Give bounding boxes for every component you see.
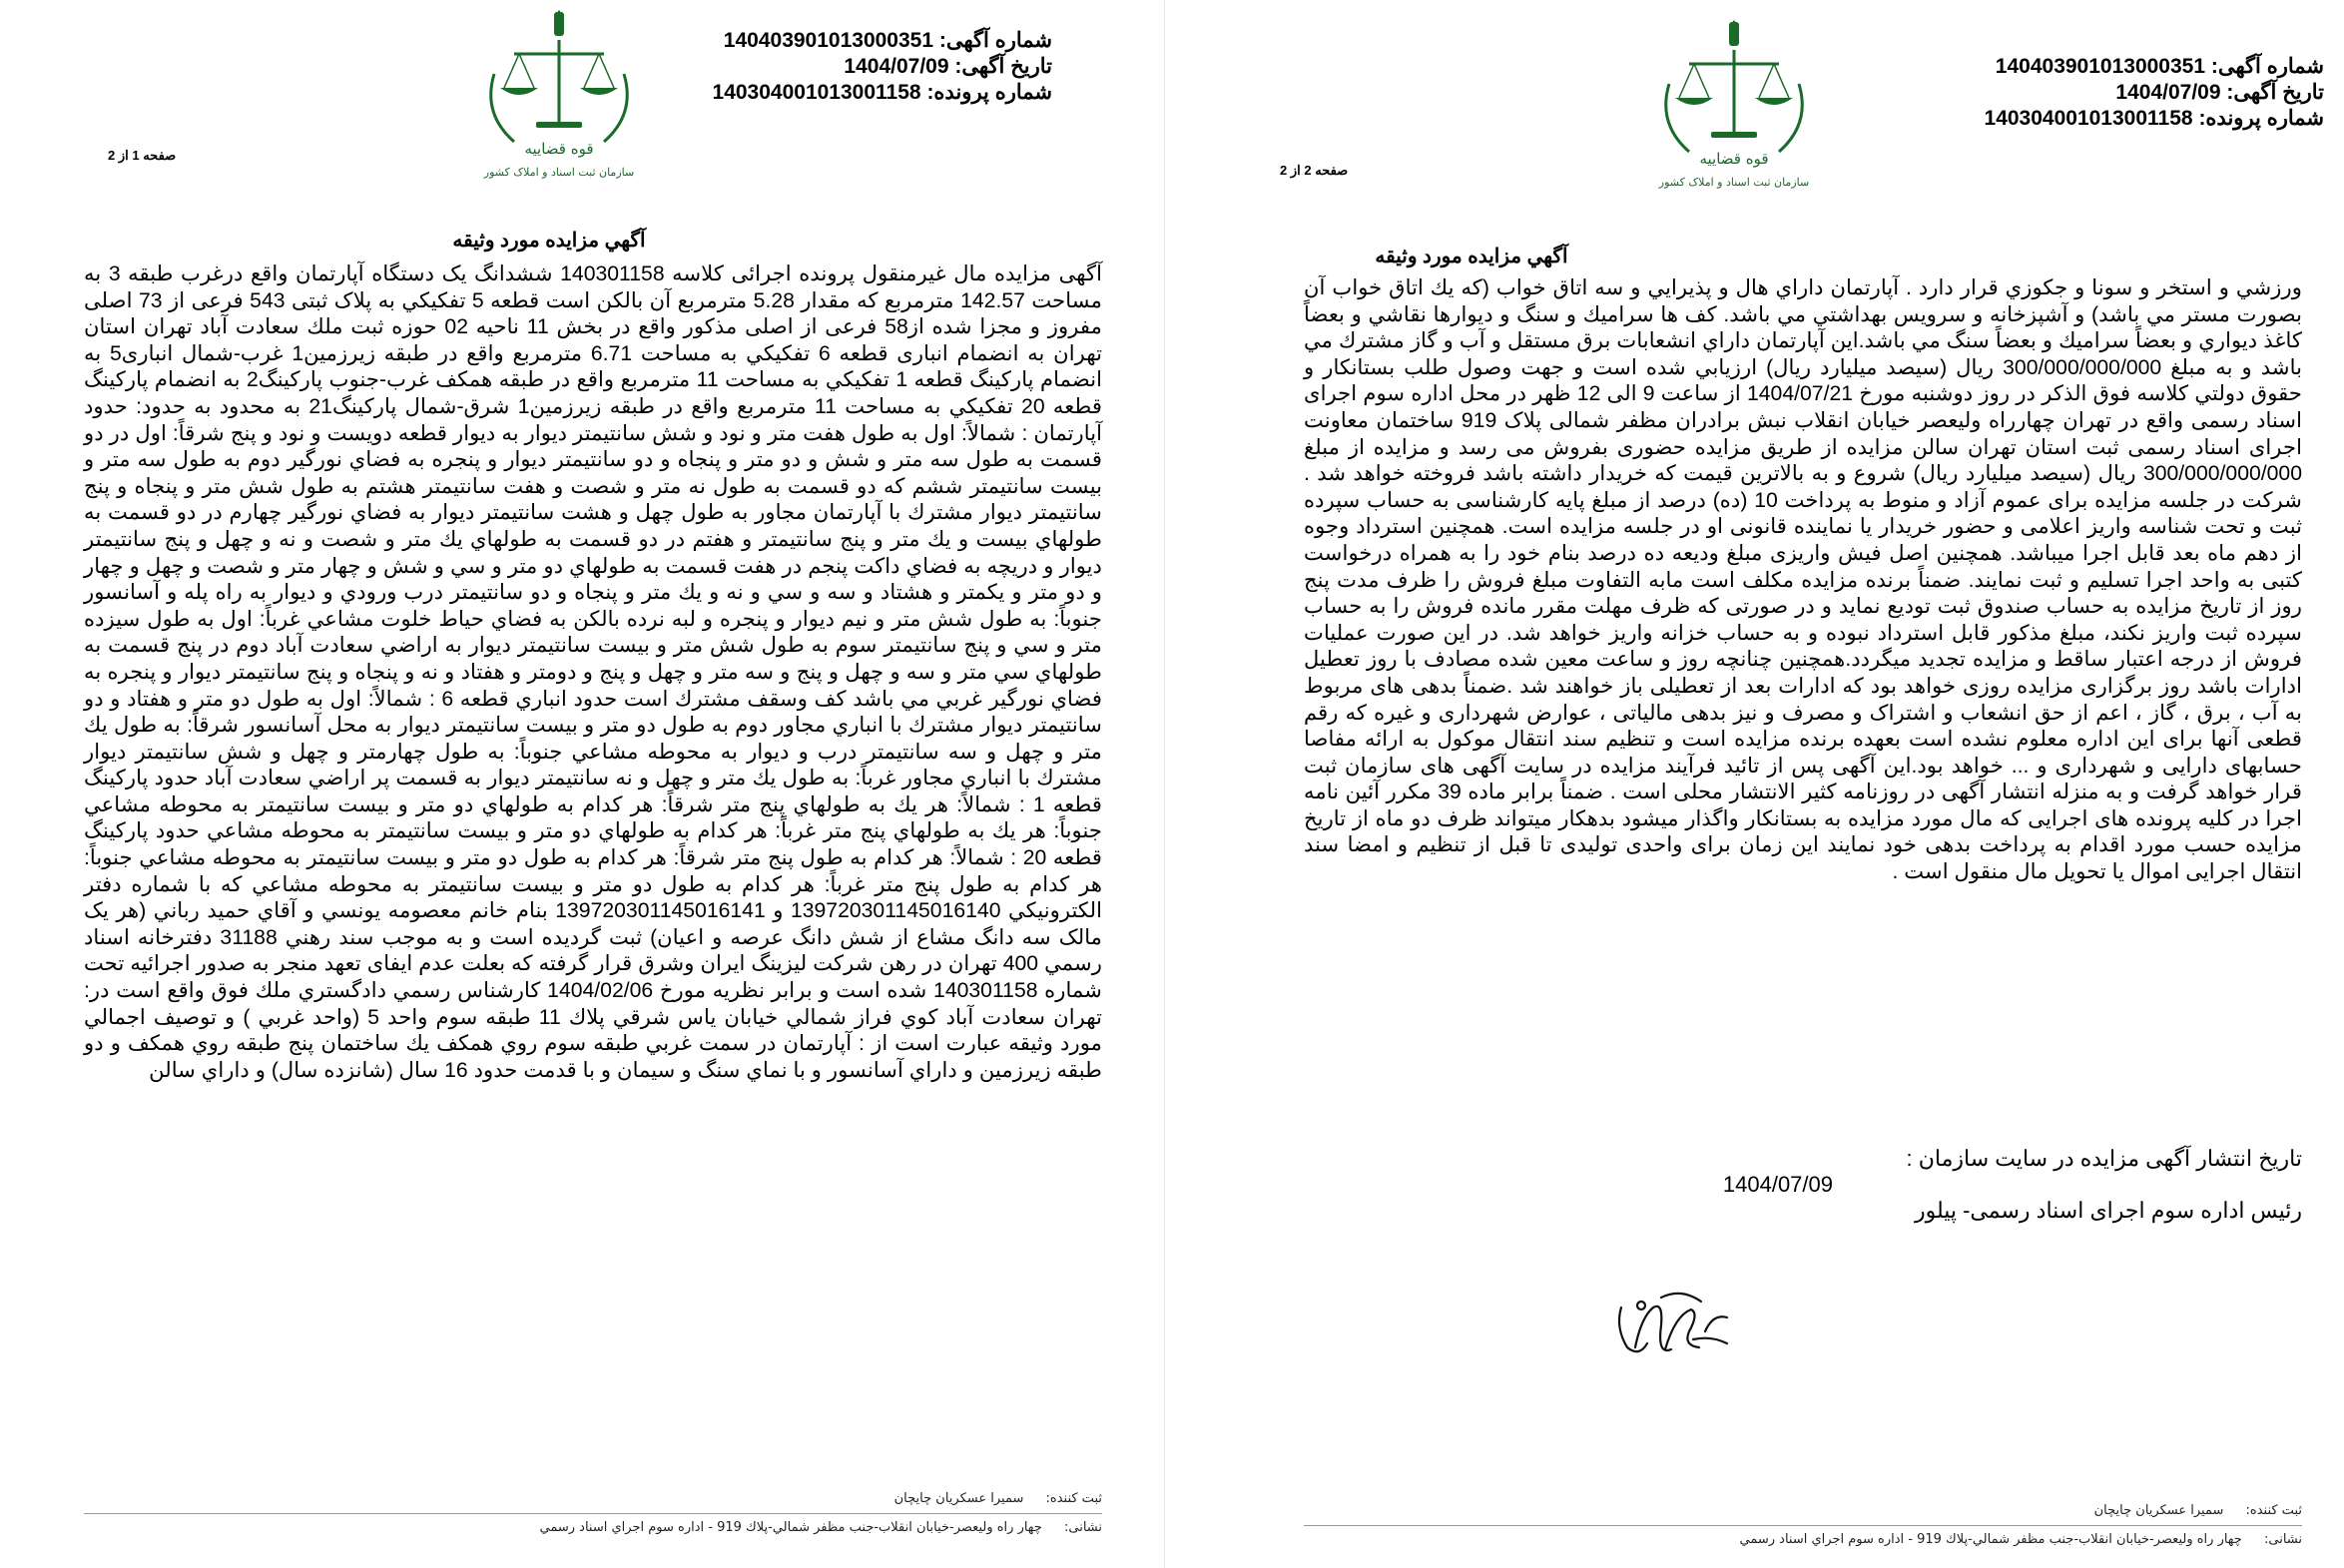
page-indicator: صفحه 2 از 2 bbox=[1280, 163, 1349, 178]
address-row bbox=[84, 1518, 1102, 1538]
registrar-row bbox=[1304, 1501, 2302, 1521]
notice-body bbox=[84, 261, 1102, 1084]
registrar-name: سميرا عسكريان چايچان bbox=[2093, 1503, 2224, 1518]
emblem-caption-2: سازمان ثبت اسناد و املاک کشور bbox=[483, 166, 635, 179]
emblem-caption-1: قوه قضاییه bbox=[524, 140, 594, 158]
address: چهار راه وليعصر-خيابان انقلاب-جنب مظفر شمالي-پلاك 919 - اداره سوم اجراي اسناد رسمي bbox=[1739, 1532, 2242, 1547]
notice-page-1 bbox=[0, 0, 1162, 1568]
emblem-caption-1: قوه قضاییه bbox=[1699, 150, 1769, 168]
file-number-row bbox=[713, 80, 1052, 106]
file-number-label: شماره پرونده: bbox=[926, 81, 1052, 104]
notice-date-label: تاریخ آگهی: bbox=[2226, 81, 2324, 104]
page-footer bbox=[84, 1489, 1102, 1538]
notice-number-row bbox=[1985, 54, 2324, 80]
registrar-row bbox=[84, 1489, 1102, 1509]
signatory: رئيس اداره سوم اجرای اسناد رسمی- پيلور bbox=[1914, 1198, 2302, 1223]
body-paragraph: آگهی مزایده مال غیرمنقول پرونده اجرائی کلاسه 140301158 ششدانگ یک دستگاه آپارتمان واقع درغرب طبقه 3 به مساحت 142.57 مترمربع که مقدار 5.28 مترمربع آن بالکن است قطعه 5 تفکیکي به پلاک ثبتی 543 فرعی از 73 اصلی مفروز و مجزا شده از58 فرعی از اصلی مذکور واقع در بخش 11 ناحیه 02 حوزه ثبت ملك سعادت آباد تهران استان تهران به انضمام انباری قطعه 6 تفکیکي به مساحت 6.71 مترمربع واقع در طبقه زیرزمین1 غرب-شمال انباری5 به انضمام پارکینگ قطعه 1 تفکیکي به مساحت 11 مترمربع واقع در طبقه همکف غرب-جنوب پارکینگ2 به انضمام پارکینگ قطعه 20 تفکیکي به مساحت 11 مترمربع واقع در طبقه زیرزمین1 شرق-شمال پارکینگ21 به محدود به حدود: حدود آپارتمان : شمالاً: اول به طول هفت متر و نود و شش سانتيمتر ديوار به ديوار قطعه دويست و نود و پنج شرقاً: اول در دو قسمت به طول سه متر و شش و دو متر و پنجاه و دو سانتيمتر ديوار و پنجره به فضاي نورگير دوم به طول سه متر و بيست سانتيمتر ششم كه دو قسمت به طول نه متر و شصت و هفت سانتيمتر هشتم به طول شش متر و پنجاه و پنج سانتيمتر ديوار مشترك با آپارتمان مجاور به طول چهل و هشت سانتيمتر ديوار به فضاي نورگير چهارم در دو قسمت به طولهاي بيست و يك متر و پنج سانتيمتر و هفتم در دو قسمت به طولهاي يك متر و شصت و نه و چهل و پنج سانتيمتر ديوار و دريچه به فضاي داكت پنجم در هفت قسمت به طولهاي دو متر و سي و شش و چهار متر و شصت و چهل و چهار و دو متر و يكمتر و هشتاد و سه و سي و نه و يك متر و پنجاه و دو سانتيمتر درب ورودي و ديوار به راه پله و آسانسور جنوباً: به طول شش متر و نيم ديوار و پنجره و لبه نرده بالكن به فضاي حياط خلوت مشاعي غرباً: اول به طول سيزده متر و سي و پنج سانتيمتر سوم به طول شش متر و بيست سانتيمتر ديوار به اراضي سعادت آباد دوم در پنج قسمت به طولهاي سي متر و سه و چهل و پنج و سه متر و چهل و پنج و دومتر و هفتاد و نه و پنجاه و پنج سانتيمتر ديوار و پنجره به فضاي نورگير غربي مي باشد كف وسقف مشترك است حدود انباري قطعه 6 : شمالاً: اول به طول دو متر و هفتاد و دو سانتيمتر ديوار مشترك با انباري مجاور دوم به طول دو متر و بيست سانتيمتر ديوار به محل آسانسور شرقاً: به طول يك متر و چهل و سه سانتيمتر درب و ديوار به محوطه مشاعي جنوباً: به طول چهارمتر و چهل و شش سانتيمتر ديوار مشترك با انباري مجاور غرباً: به طول يك متر و چهل و نه سانتيمتر ديوار به قسمت پر اراضي سعادت آباد حدود پاركينگ قطعه 1 : شمالاً: هر يك به طولهاي پنج متر شرقاً: هر كدام به طولهاي دو متر و بيست سانتيمتر به محوطه مشاعي جنوباً: هر يك به طولهاي پنج متر غرباً: هر كدام به طولهاي دو متر و بيست سانتيمتر به محوطه مشاعي حدود پاركينگ قطعه 20 : شمالاً: هر كدام به طول پنج متر شرقاً: هر كدام به طول دو متر و بيست سانتيمتر به محوطه مشاعي جنوباً: هر كدام به طول پنج متر غرباً: هر كدام به طول دو متر و بيست سانتيمتر به محوطه مشاعي كه با شماره دفتر الكترونيكي 139720301145016140 و 139720301145016141 بنام خانم معصومه يونسي و آقاي حميد رباني (هر يک مالک سه دانگ مشاع از شش دانگ عرصه و اعيان) ثبت گرديده است و به موجب سند رهني 31188 دفترخانه اسناد رسمي 400 تهران در رهن شركت ليزينگ ايران وشرق قرار گرفته كه بعلت عدم ايفای تعهد منجر به صدور اجرائيه تحت شماره 140301158 شده است و برابر نظريه مورخ 1404/02/06 كارشناس رسمي دادگستري ملك فوق واقع است در: تهران سعادت آباد كوي فراز شمالي خيابان ياس شرقي پلاك 11 طبقه سوم واحد 5 (واحد غربي ) و توصيف اجمالي مورد وثيقه عبارت است از : آپارتمان در سمت غربي طبقه سوم روي همكف يك ساختمان پنج طبقه روي همكف و دو طبقه زيرزمين و داراي آسانسور و با نماي سنگ و سيمان و با قدمت حدود 16 سال (شانزده سال) و داراي سالن bbox=[84, 262, 1103, 1082]
notice-meta bbox=[1985, 54, 2324, 132]
judiciary-emblem-icon bbox=[1649, 14, 1819, 194]
publish-line: تاريخ انتشار آگهی مزايده در سايت سازمان : bbox=[1906, 1146, 2302, 1171]
notice-number-label: شماره آگهی: bbox=[938, 29, 1052, 52]
notice-date-row bbox=[713, 54, 1052, 80]
file-number-label: شماره پرونده: bbox=[2198, 107, 2324, 130]
closing-block bbox=[1304, 1146, 2302, 1224]
registrar-label: ثبت کننده: bbox=[1045, 1491, 1102, 1506]
notice-title: آگهي مزايده مورد وثيقه bbox=[1375, 246, 1568, 267]
file-number: 140304001013001158 bbox=[712, 81, 921, 104]
page-footer bbox=[1304, 1501, 2302, 1550]
address: چهار راه وليعصر-خيابان انقلاب-جنب مظفر شمالي-پلاك 919 - اداره سوم اجراي اسناد رسمي bbox=[539, 1520, 1042, 1535]
notice-number: 140403901013000351 bbox=[723, 29, 934, 52]
registrar-name: سميرا عسكريان چايچان bbox=[893, 1491, 1024, 1506]
notice-body bbox=[1304, 275, 2302, 886]
notice-date-row bbox=[1985, 80, 2324, 106]
notice-number-label: شماره آگهی: bbox=[2210, 55, 2324, 78]
footer-rule bbox=[1304, 1525, 2302, 1526]
notice-date: 1404/07/09 bbox=[844, 55, 949, 78]
address-label: نشانی: bbox=[2263, 1532, 2302, 1547]
publish-date: 1404/07/09 bbox=[1722, 1172, 1833, 1197]
notice-number-row bbox=[713, 28, 1052, 54]
judiciary-emblem-icon bbox=[474, 4, 644, 184]
notice-number: 140403901013000351 bbox=[1995, 55, 2206, 78]
footer-rule bbox=[84, 1513, 1102, 1514]
address-row bbox=[1304, 1530, 2302, 1550]
body-paragraph: ورزشي و استخر و سونا و جكوزي قرار دارد . آپارتمان داراي هال و پذيرايي و سه اتاق خواب (كه يك اتاق خواب آن بصورت مستر مي باشد) و آشپزخانه و سرويس بهداشتي مي باشد. كف ها سراميك و سنگ و ديوارها نقاشي و بعضاً كاغذ ديواري و بعضاً سراميك و بعضاً سنگ مي باشد.اين آپارتمان داراي انشعابات برق مستقل و آب و گاز مشترك مي باشد و به مبلغ 300/000/000/000 ريال (سيصد ميليارد ريال) ارزيابي شده است و جهت وصول طلب بستانكار و حقوق دولتي كلاسه فوق الذكر در روز دوشنبه مورخ 1404/07/21 از ساعت 9 الی 12 ظهر در محل اداره سوم اجرای اسناد رسمی واقع در تهران چهارراه وليعصر خيابان انقلاب نبش برادران مظفر شمالی پلاک 919 ساختمان معاونت اجرای اسناد رسمی ثبت استان تهران سالن مزايده از طريق مزايده حضوری بفروش می رسد و مزايده از مبلغ 300/000/000/000 ريال (سيصد ميليارد ريال) شروع و به بالاترين قيمت كه خريدار داشته باشد فروخته خواهد شد . شركت در جلسه مزايده برای عموم آزاد و منوط به پرداخت 10 (ده) درصد از مبلغ پايه كارشناسی به حساب سپرده ثبت و تحت شناسه واريز اعلامی و حضور خريدار يا نماينده قانونی او در جلسه مزايده است. همچنين استرداد وجوه از دهم ماه بعد قابل اجرا ميباشد. همچنين اصل فيش واريزی مبلغ وديعه ده درصد بنام خود را به همراه درخواست كتبی به واحد اجرا تسليم و ثبت نمايند. ضمناً برنده مزايده مكلف است مابه التفاوت مبلغ فروش را ظرف مدت پنج روز از تاريخ مزايده به حساب صندوق ثبت توديع نمايد و در صورتی كه ظرف مهلت مقرر مانده فروش را به حساب سپرده ثبت واريز نكند، مبلغ مذكور قابل استرداد نبوده و به حساب خزانه واريز خواهد شد. در اين صورت عمليات فروش از درجه اعتبار ساقط و مزايده تجديد ميگردد.همچنين چنانچه روز و ساعت معين شده مصادف با روز تعطيل ادارات باشد روز برگزاری مزايده روزی خواهد بود كه ادارات بعد از تعطيلی باز خواهند شد .ضمناً بدهی های مربوط به آب ، برق ، گاز ، اعم از حق انشعاب و اشتراک و مصرف و نيز بدهی مالياتی ، عوارض شهرداری و غيره كه رقم قطعی آنها برای اين اداره معلوم نشده است بعهده برنده مزايده است و تنظيم سند انتقال موكول به ارائه مفاصا حسابهای دارايی و شهرداری و ... خواهد بود.اين آگهی پس از تائيد فرآيند مزايده در سايت آگهی های سازمان ثبت قرار خواهد گرفت و به منزله انتشار آگهی در روزنامه كثير الانتشار محلی است . ضمناً برابر ماده 39 مكرر آئين نامه اجرا در كليه پرونده های اجرايی كه مال مورد مزايده به بستانكار واگذار ميشود بدهكار ميتواند ظرف دو ماه از تاريخ مزايده حسب مورد اقدام به پرداخت بدهی خود نمايند اين زمان برای واحدی توليدی تا قبل از تنظيم و امضا سند انتقال اجرايی اموال يا تحويل مال منقول است . bbox=[1304, 276, 2303, 884]
address-label: نشانی: bbox=[1063, 1520, 1102, 1535]
registrar-label: ثبت کننده: bbox=[2245, 1503, 2302, 1518]
notice-date: 1404/07/09 bbox=[2115, 81, 2221, 104]
page-indicator: صفحه 1 از 2 bbox=[108, 148, 177, 163]
file-number-row bbox=[1985, 106, 2324, 132]
notice-meta bbox=[713, 28, 1052, 106]
emblem-caption-2: سازمان ثبت اسناد و املاک کشور bbox=[1658, 176, 1810, 189]
file-number: 140304001013001158 bbox=[1984, 107, 2193, 130]
page-divider bbox=[1164, 0, 1165, 1568]
signature-image bbox=[1601, 1278, 1751, 1387]
notice-date-label: تاریخ آگهی: bbox=[954, 55, 1052, 78]
notice-title: آگهي مزايده مورد وثيقه bbox=[452, 230, 646, 252]
notice-page-2 bbox=[1172, 0, 2344, 1568]
